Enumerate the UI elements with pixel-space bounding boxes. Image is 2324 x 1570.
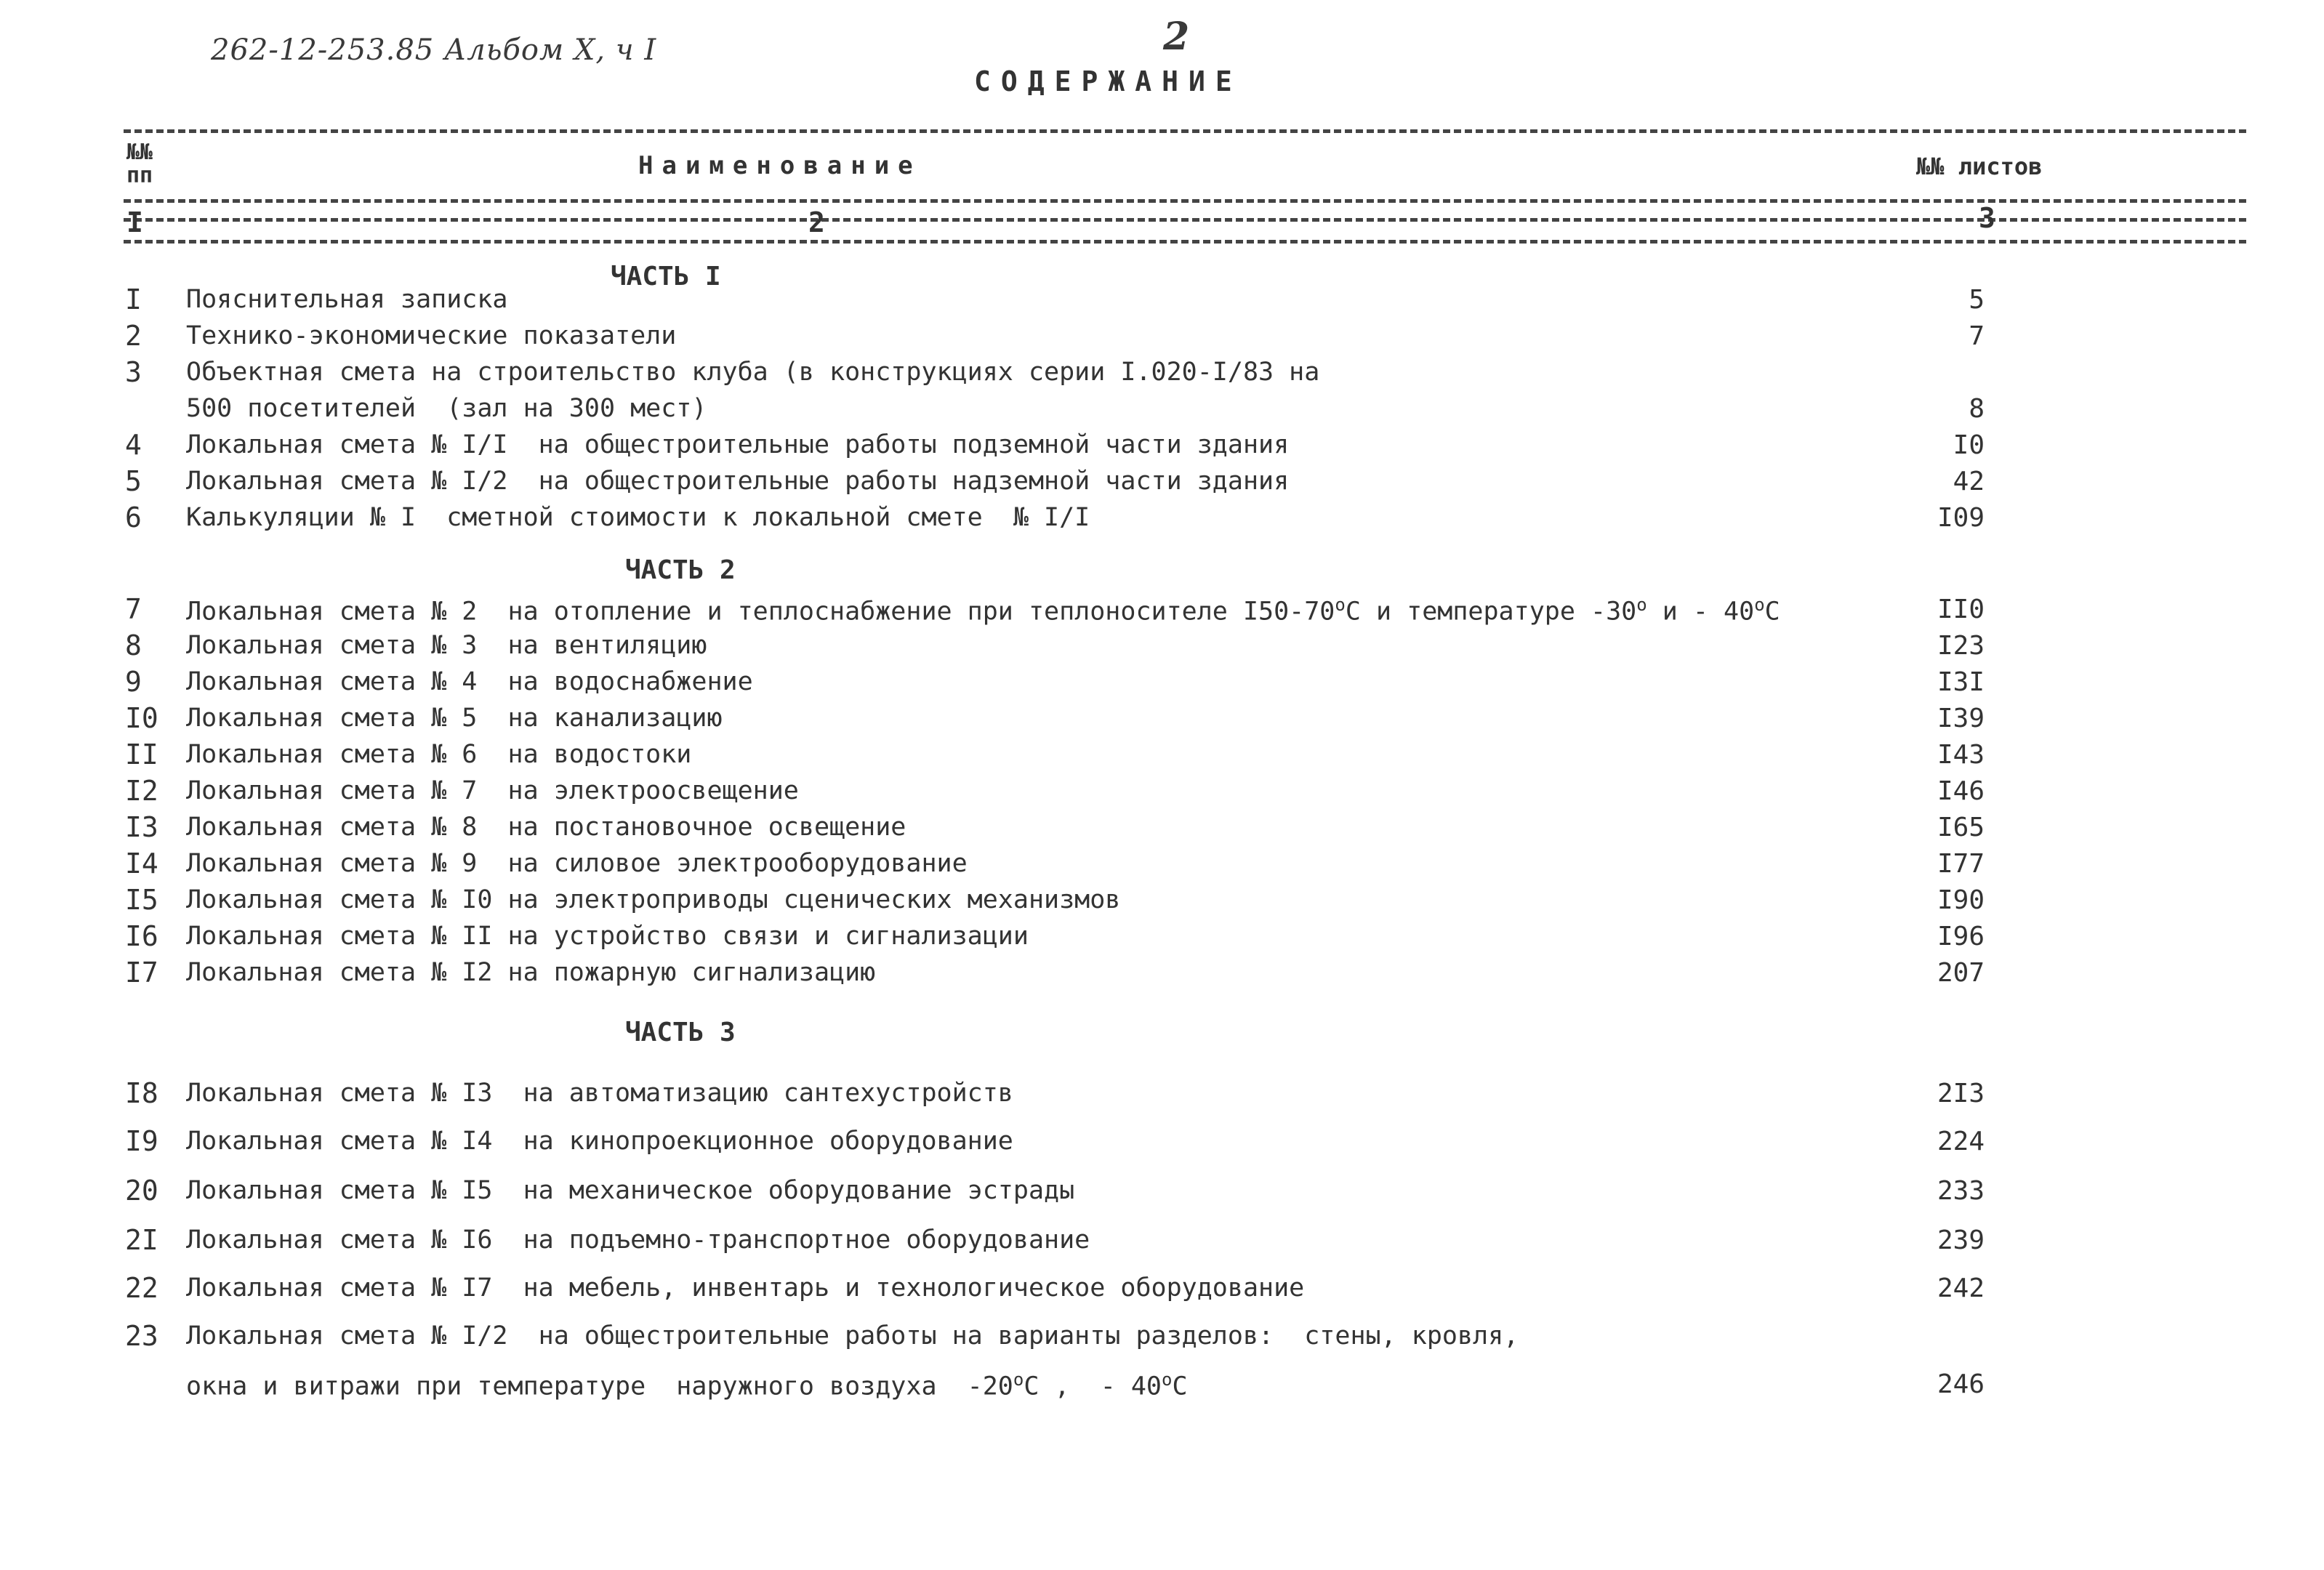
row-number: I bbox=[125, 283, 142, 315]
column-index-3: 3 bbox=[1979, 202, 1995, 234]
column-header-number: №№ пп bbox=[126, 140, 153, 188]
row-sheet-number: 7 bbox=[1969, 321, 1985, 351]
row-title: Локальная смета № I/2 на общестроительные работы надземной части здания bbox=[186, 467, 1290, 496]
row-sheet-number: I46 bbox=[1937, 776, 1985, 806]
row-number: 4 bbox=[125, 429, 142, 461]
row-title: Локальная смета № 4 на водоснабжение bbox=[186, 667, 753, 696]
row-title: Локальная смета № 7 на электроосвещение bbox=[186, 776, 799, 805]
row-title: Локальная смета № 6 на водостоки bbox=[186, 740, 692, 769]
header-mid-rule-2 bbox=[124, 218, 2246, 222]
row-number: 20 bbox=[125, 1175, 158, 1207]
row-title-continued: окна и витражи при температуре наружного воздуха -20$^o$С , - 40$^o$С bbox=[186, 1369, 1188, 1401]
row-title: Пояснительная записка bbox=[186, 285, 508, 314]
row-sheet-number: I90 bbox=[1937, 885, 1985, 915]
row-sheet-number: 207 bbox=[1937, 958, 1985, 988]
row-title: Локальная смета № I2 на пожарную сигнализацию bbox=[186, 958, 876, 987]
row-title: Калькуляции № I сметной стоимости к локальной смете № I/I bbox=[186, 503, 1090, 532]
row-title: Локальная смета № II на устройство связи и сигнализации bbox=[186, 922, 1029, 951]
row-sheet-number: I23 bbox=[1937, 631, 1985, 661]
row-title: Локальная смета № I5 на механическое оборудование эстрады bbox=[186, 1176, 1075, 1205]
row-number: 9 bbox=[125, 666, 142, 698]
column-index-1: I bbox=[126, 206, 143, 238]
row-title-continued: 500 посетителей (зал на 300 мест) bbox=[186, 394, 707, 423]
row-number: I5 bbox=[125, 884, 158, 916]
row-number: I4 bbox=[125, 848, 158, 879]
row-number: I8 bbox=[125, 1077, 158, 1109]
part-title: ЧАСТЬ I bbox=[611, 262, 721, 291]
row-title: Технико-экономические показатели bbox=[186, 321, 677, 350]
row-title: Локальная смета № I0 на электроприводы сценических механизмов bbox=[186, 885, 1121, 914]
row-number: 7 bbox=[125, 593, 142, 625]
row-title: Локальная смета № I7 на мебель, инвентарь и технологическое оборудование bbox=[186, 1273, 1305, 1303]
part-title: ЧАСТЬ 2 bbox=[625, 555, 736, 585]
row-title: Локальная смета № I3 на автоматизацию сантехустройств bbox=[186, 1079, 1013, 1108]
row-number: I9 bbox=[125, 1125, 158, 1157]
row-sheet-number: I77 bbox=[1937, 849, 1985, 879]
row-sheet-number: 242 bbox=[1937, 1273, 1985, 1303]
row-number: 8 bbox=[125, 629, 142, 661]
row-title: Локальная смета № 3 на вентиляцию bbox=[186, 631, 707, 660]
row-title: Локальная смета № 9 на силовое электрооборудование bbox=[186, 849, 968, 878]
row-number: 3 bbox=[125, 356, 142, 388]
row-title: Локальная смета № 8 на постановочное освещение bbox=[186, 813, 906, 842]
row-sheet-number: I3I bbox=[1937, 667, 1985, 697]
row-sheet-number: 233 bbox=[1937, 1176, 1985, 1206]
row-sheet-number: I65 bbox=[1937, 813, 1985, 842]
page-title: СОДЕРЖАНИЕ bbox=[974, 65, 1242, 97]
row-sheet-number: 2I3 bbox=[1937, 1079, 1985, 1108]
row-sheet-number: I0 bbox=[1953, 430, 1985, 460]
row-sheet-number: 239 bbox=[1937, 1225, 1985, 1255]
row-sheet-number: 42 bbox=[1953, 467, 1985, 496]
header-mid-rule bbox=[124, 199, 2246, 203]
header-bottom-rule bbox=[124, 240, 2246, 243]
document-code: 262-12-253.85 Альбом Х, ч I bbox=[211, 33, 657, 67]
row-title: Локальная смета № 2 на отопление и теплоснабжение при теплоносителе I50-70$^o$С и температуре -30$^o$ и - 40$^o$С bbox=[186, 595, 1780, 627]
row-sheet-number: I96 bbox=[1937, 922, 1985, 951]
row-number: 22 bbox=[125, 1272, 158, 1304]
row-number: 2 bbox=[125, 320, 142, 352]
row-title: Локальная смета № I/2 на общестроительные работы на варианты разделов: стены, кровля, bbox=[186, 1321, 1519, 1350]
row-sheet-number: 224 bbox=[1937, 1127, 1985, 1156]
column-index-2: 2 bbox=[808, 206, 825, 238]
row-sheet-number: II0 bbox=[1937, 595, 1985, 624]
row-number: I2 bbox=[125, 775, 158, 807]
header-top-rule bbox=[124, 129, 2246, 133]
row-number: II bbox=[125, 738, 158, 770]
row-number: I7 bbox=[125, 957, 158, 989]
row-number: 6 bbox=[125, 502, 142, 534]
row-number: 2I bbox=[125, 1224, 158, 1256]
page-number: 2 bbox=[1163, 15, 1190, 59]
row-number: I0 bbox=[125, 702, 158, 734]
row-sheet-number: I09 bbox=[1937, 503, 1985, 533]
row-sheet-number: 246 bbox=[1937, 1369, 1985, 1399]
row-number: 23 bbox=[125, 1320, 158, 1352]
row-title: Локальная смета № I6 на подъемно-транспортное оборудование bbox=[186, 1225, 1090, 1255]
row-sheet-number: I39 bbox=[1937, 704, 1985, 733]
row-number: 5 bbox=[125, 465, 142, 497]
column-header-name: Наименование bbox=[638, 151, 922, 180]
row-title: Локальная смета № 5 на канализацию bbox=[186, 704, 723, 733]
row-title: Локальная смета № I4 на кинопроекционное оборудование bbox=[186, 1127, 1013, 1156]
row-title: Локальная смета № I/I на общестроительные работы подземной части здания bbox=[186, 430, 1290, 459]
row-sheet-number: I43 bbox=[1937, 740, 1985, 770]
column-header-sheets: №№ листов bbox=[1916, 153, 2043, 180]
row-sheet-number: 8 bbox=[1969, 394, 1985, 424]
row-number: I3 bbox=[125, 811, 158, 843]
part-title: ЧАСТЬ 3 bbox=[625, 1018, 736, 1047]
row-sheet-number: 5 bbox=[1969, 285, 1985, 315]
row-title: Объектная смета на строительство клуба (в конструкциях серии I.020-I/83 на bbox=[186, 358, 1320, 387]
row-number: I6 bbox=[125, 920, 158, 952]
